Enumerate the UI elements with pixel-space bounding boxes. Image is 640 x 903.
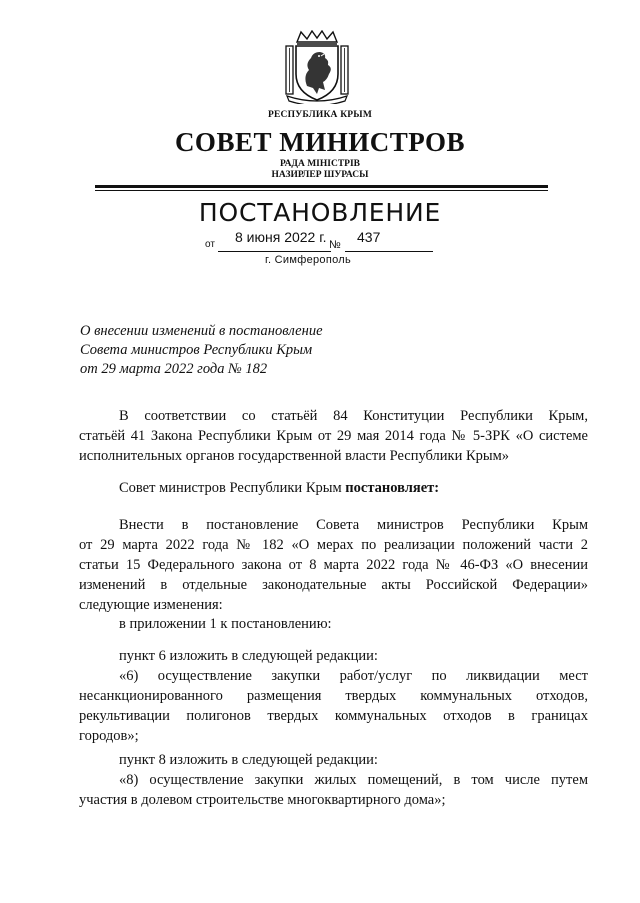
header-rule-thin <box>95 190 548 191</box>
paragraph-line: исполнительных органов государственной власти Республики Крым» <box>79 448 510 464</box>
paragraph-line: статьёй 41 Закона Республики Крым от 29 мая 2014 года № 5-ЗРК «О системе <box>79 428 588 444</box>
paragraph-item-8 <box>79 750 588 810</box>
paragraph-line: В соответствии со статьёй 84 Конституции Республики Крым, <box>119 408 588 424</box>
republic-name: РЕСПУБЛИКА КРЫМ <box>268 110 372 120</box>
paragraph-line: в приложении 1 к постановлению: <box>119 616 332 632</box>
council-title-ukrainian: РАДА МІНІСТРІВ <box>279 159 360 169</box>
paragraph-line: следующие изменения: <box>79 597 223 613</box>
paragraph-line: «6) осуществление закупки работ/услуг по ликвидации мест <box>119 668 588 684</box>
paragraph-line <box>79 478 588 498</box>
paragraph-line: изменений в отдельные законодательные акты Российской Федерации» <box>79 577 588 593</box>
paragraph-line: городов»; <box>79 728 139 744</box>
date-prefix: от <box>205 239 215 250</box>
paragraph-line: статьи 15 Федерального закона от 8 марта 2022 года № 46-ФЗ «О внесении <box>79 557 588 573</box>
subject-line: О внесении изменений в постановление <box>80 323 323 339</box>
paragraph-line: рекультивации полигонов твердых коммунальных отходов в границах <box>79 708 588 724</box>
paragraph-line: пункт 6 изложить в следующей редакции: <box>119 648 378 664</box>
number-underline <box>345 251 433 252</box>
paragraph-line: пункт 8 изложить в следующей редакции: <box>119 752 378 768</box>
number-sign: № <box>329 239 341 251</box>
date-number-line <box>205 230 445 252</box>
paragraph-basis <box>79 406 588 466</box>
paragraph-line: от 29 марта 2022 года № 182 «О мерах по реализации положений части 2 <box>79 537 588 553</box>
crimea-coat-of-arms-icon <box>283 30 351 104</box>
resolves-keyword: постановляет: <box>345 480 440 496</box>
paragraph-appendix <box>79 614 588 634</box>
document-number: 437 <box>357 229 381 245</box>
paragraph-line: «8) осуществление закупки жилых помещений, в том числе путем <box>119 772 588 788</box>
header-rule-thick <box>95 185 548 188</box>
document-subject <box>80 322 400 379</box>
subject-line: Совета министров Республики Крым <box>80 342 313 358</box>
document-type: ПОСТАНОВЛЕНИЕ <box>198 198 442 227</box>
paragraph-item-6 <box>79 646 588 746</box>
resolves-text: Совет министров Республики Крым <box>119 480 346 496</box>
paragraph-line: несанкционированного размещения твердых коммунальных отходов, <box>79 688 588 704</box>
council-title-crimean-tatar: НАЗИРЛЕР ШУРАСЫ <box>271 170 369 180</box>
council-title: СОВЕТ МИНИСТРОВ <box>174 127 466 157</box>
paragraph-resolves <box>79 478 588 498</box>
paragraph-line: участия в долевом строительстве многоквартирного дома»; <box>79 792 446 808</box>
subject-line: от 29 марта 2022 года № 182 <box>80 361 268 377</box>
paragraph-amend <box>79 515 588 615</box>
document-date: 8 июня 2022 г. <box>235 229 327 245</box>
date-underline <box>218 251 331 252</box>
paragraph-line: Внести в постановление Совета министров Республики Крым <box>119 517 588 533</box>
city: г. Симферополь <box>265 254 352 266</box>
